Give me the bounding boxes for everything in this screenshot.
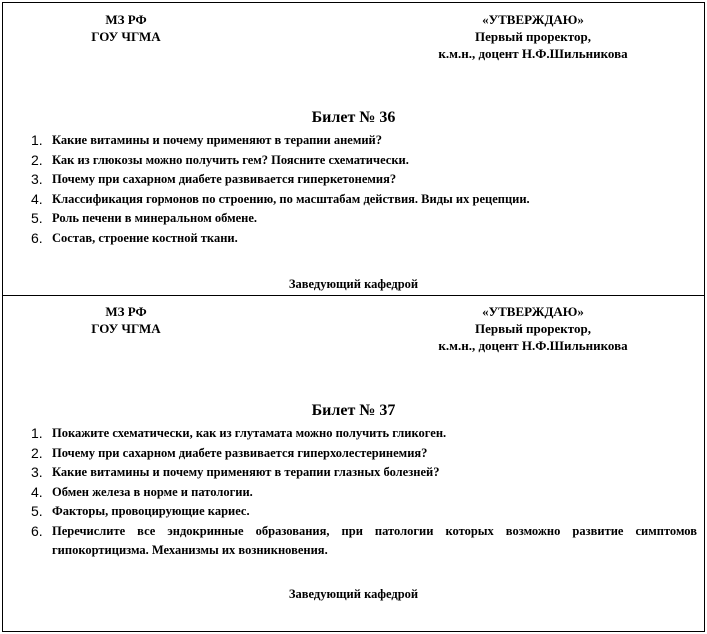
question-number: 4.	[31, 190, 43, 207]
approver-name: к.м.н., доцент Н.Ф.Шильникова	[438, 338, 628, 353]
question-text: Состав, строение костной ткани.	[52, 230, 238, 245]
exam-tickets-sheet	[2, 2, 705, 632]
question-number: 4.	[31, 483, 43, 500]
question-number: 6.	[31, 522, 43, 539]
ticket-title: Билет № 36	[311, 109, 396, 126]
ministry-header	[61, 11, 191, 45]
question-item	[31, 502, 697, 522]
question-text: Какие витамины и почему применяют в терапии анемий?	[52, 133, 383, 147]
ministry-header	[61, 303, 191, 337]
question-list	[31, 424, 697, 561]
approval-line: «УТВЕРЖДАЮ»	[482, 304, 584, 319]
approval-block	[383, 303, 683, 354]
question-list	[31, 131, 697, 248]
academy-line: ГОУ ЧГМА	[91, 29, 161, 44]
question-text: Роль печени в минеральном обмене.	[52, 211, 258, 225]
question-item	[31, 170, 697, 190]
question-text: Как из глюкозы можно получить гем? Поясните схематически.	[52, 152, 409, 167]
question-text: Классификация гормонов по строению, по масштабам действия. Виды их рецепции.	[52, 191, 530, 206]
question-item	[31, 444, 697, 464]
question-text: Обмен железа в норме и патологии.	[52, 484, 253, 499]
question-item	[31, 151, 697, 171]
question-item	[31, 483, 697, 503]
approver-position: Первый проректор,	[475, 321, 591, 336]
department-head-signature: Заведующий кафедрой	[288, 277, 419, 291]
question-number: 3.	[31, 171, 43, 187]
question-item	[31, 190, 697, 210]
ministry-line: МЗ РФ	[105, 12, 147, 27]
question-number: 1.	[31, 425, 43, 441]
question-text: Какие витамины и почему применяют в терапии глазных болезней?	[52, 465, 440, 479]
approver-name: к.м.н., доцент Н.Ф.Шильникова	[438, 46, 628, 61]
question-text: Покажите схематически, как из глутамата можно получить гликоген.	[52, 426, 447, 440]
question-number: 1.	[31, 132, 43, 148]
question-text: Факторы, провоцирующие кариес.	[52, 504, 250, 518]
ticket-37	[3, 296, 704, 631]
academy-line: ГОУ ЧГМА	[91, 321, 161, 336]
approval-line: «УТВЕРЖДАЮ»	[482, 12, 584, 27]
question-number: 6.	[31, 229, 43, 246]
question-item	[31, 131, 697, 151]
question-item	[31, 522, 697, 561]
question-item	[31, 424, 697, 444]
question-item	[31, 229, 697, 249]
question-item	[31, 463, 697, 483]
question-number: 3.	[31, 464, 43, 480]
question-number: 2.	[31, 151, 43, 168]
ticket-36	[3, 3, 704, 295]
department-head-signature: Заведующий кафедрой	[288, 587, 419, 601]
ticket-title: Билет № 37	[311, 402, 396, 419]
question-text: Перечислите все эндокринные образования, при патологии которых возможно развитие симптомов гипокортицизма. Механизмы их возникновения.	[52, 523, 697, 557]
question-text: Почему при сахарном диабете развивается гиперкетонемия?	[52, 172, 397, 186]
question-number: 5.	[31, 503, 43, 519]
question-text: Почему при сахарном диабете развивается гиперхолестеринемия?	[52, 445, 428, 460]
approver-position: Первый проректор,	[475, 29, 591, 44]
approval-block	[383, 11, 683, 62]
question-number: 5.	[31, 210, 43, 226]
question-item	[31, 209, 697, 229]
question-number: 2.	[31, 444, 43, 461]
ministry-line: МЗ РФ	[105, 304, 147, 319]
